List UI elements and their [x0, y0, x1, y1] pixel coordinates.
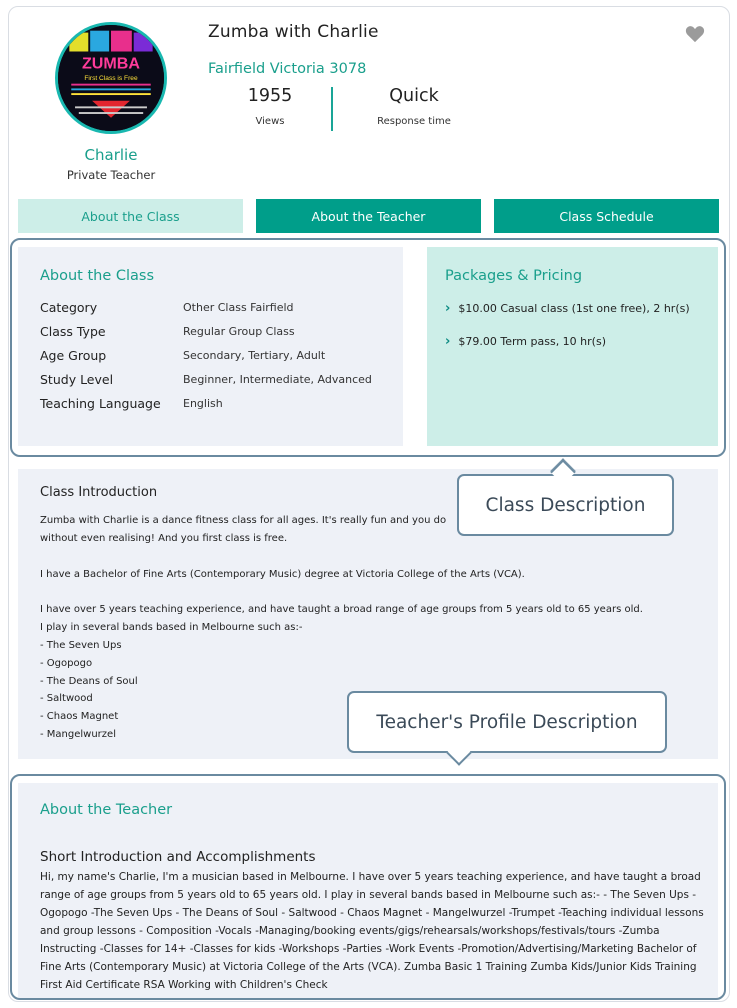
info-value: Other Class Fairfield [183, 301, 294, 314]
package-item[interactable] [445, 334, 606, 349]
stat-divider [331, 87, 333, 131]
intro-line: Zumba with Charlie is a dance fitness class for all ages. It's really fun and you do [40, 515, 447, 526]
tab-class-schedule[interactable]: Class Schedule [494, 199, 719, 233]
intro-line: - The Seven Ups [40, 640, 122, 651]
page-title: Zumba with Charlie [208, 22, 379, 42]
intro-line: - Mangelwurzel [40, 729, 116, 740]
views-count: 1955 [247, 86, 293, 106]
tab-about-class[interactable]: About the Class [18, 199, 243, 233]
info-row-category [40, 300, 400, 320]
info-value: Regular Group Class [183, 325, 295, 338]
class-description-callout: Class Description [457, 474, 674, 536]
views-stat [230, 86, 310, 127]
chevron-right-icon: › [445, 301, 451, 316]
favorite-heart-icon[interactable] [685, 25, 705, 43]
about-class-heading: About the Class [40, 268, 155, 284]
intro-line: - Chaos Magnet [40, 711, 119, 722]
zumba-flyer-image [58, 25, 164, 131]
info-row-class-type [40, 324, 400, 344]
package-item[interactable] [445, 301, 690, 316]
response-stat [366, 86, 462, 127]
intro-line: - Saltwood [40, 693, 93, 704]
info-row-age-group [40, 348, 400, 368]
response-label: Response time [377, 116, 451, 127]
teacher-role: Private Teacher [66, 168, 156, 182]
flyer-subheading: First Class is Free [84, 74, 138, 82]
info-value: Secondary, Tertiary, Adult [183, 349, 326, 362]
intro-line: without even realising! And you first class is free. [40, 533, 288, 544]
intro-line: I play in several bands based in Melbourne such as:- [40, 622, 303, 633]
intro-line: I have a Bachelor of Fine Arts (Contemporary Music) degree at Victoria College of the Arts (VCA). [40, 569, 525, 580]
teacher-bio-text: Hi, my name's Charlie, I'm a musician based in Melbourne. I have over 5 years teaching experience, and have taught a broad range of age groups from 5 years old to 65 years old. I play in several bands based in Melbourne such as:- - The Seven Ups - Ogopogo -The Seven Ups - The Deans of Soul - Saltwood - Chaos Magnet - Mangelwurzel -Trumpet -Teaching individual lessons and group lessons - Composition -Vocals -Managing/booking events/gigs/rehearsals/workshops/festivals/tours -Zumba Instructing -Classes for 14+ -Classes for kids -Workshops -Parties -Work Events -Promotion/Advertising/Marketing Bachelor of Fine Arts (Contemporary Music) at Victoria College of the Arts (VCA). Zumba Basic 1 Training Zumba Kids/Junior Kids Training First Aid Certificate RSA Working with Children's Check [40, 871, 704, 991]
teacher-avatar[interactable] [55, 22, 167, 134]
intro-line: - Ogopogo [40, 658, 93, 669]
package-label: $79.00 Term pass, 10 hr(s) [458, 335, 606, 348]
teacher-profile-callout: Teacher's Profile Description [347, 691, 667, 753]
about-teacher-heading: About the Teacher [40, 802, 173, 818]
packages-heading: Packages & Pricing [445, 268, 583, 284]
accomplishments-heading: Short Introduction and Accomplishments [40, 849, 316, 865]
package-label: $10.00 Casual class (1st one free), 2 hr(s) [458, 302, 690, 315]
info-value: English [183, 397, 223, 410]
info-value: Beginner, Intermediate, Advanced [183, 373, 372, 386]
intro-line: I have over 5 years teaching experience, and have taught a broad range of age groups from 5 years old to 65 years old. [40, 604, 643, 615]
tab-about-teacher[interactable]: About the Teacher [256, 199, 481, 233]
intro-line: - The Deans of Soul [40, 676, 138, 687]
response-value: Quick [389, 86, 439, 106]
flyer-heading: ZUMBA [81, 54, 141, 73]
teacher-name[interactable]: Charlie [84, 146, 138, 164]
info-row-study-level [40, 372, 400, 392]
info-key: Category [40, 300, 98, 315]
info-key: Class Type [40, 324, 106, 339]
views-label: Views [255, 116, 285, 127]
class-intro-heading: Class Introduction [40, 485, 158, 500]
info-key: Study Level [40, 372, 114, 387]
location-link[interactable]: Fairfield Victoria 3078 [208, 61, 367, 77]
info-row-teaching-language [40, 396, 400, 416]
info-key: Age Group [40, 348, 107, 363]
info-key: Teaching Language [40, 396, 161, 411]
chevron-right-icon: › [445, 334, 451, 349]
